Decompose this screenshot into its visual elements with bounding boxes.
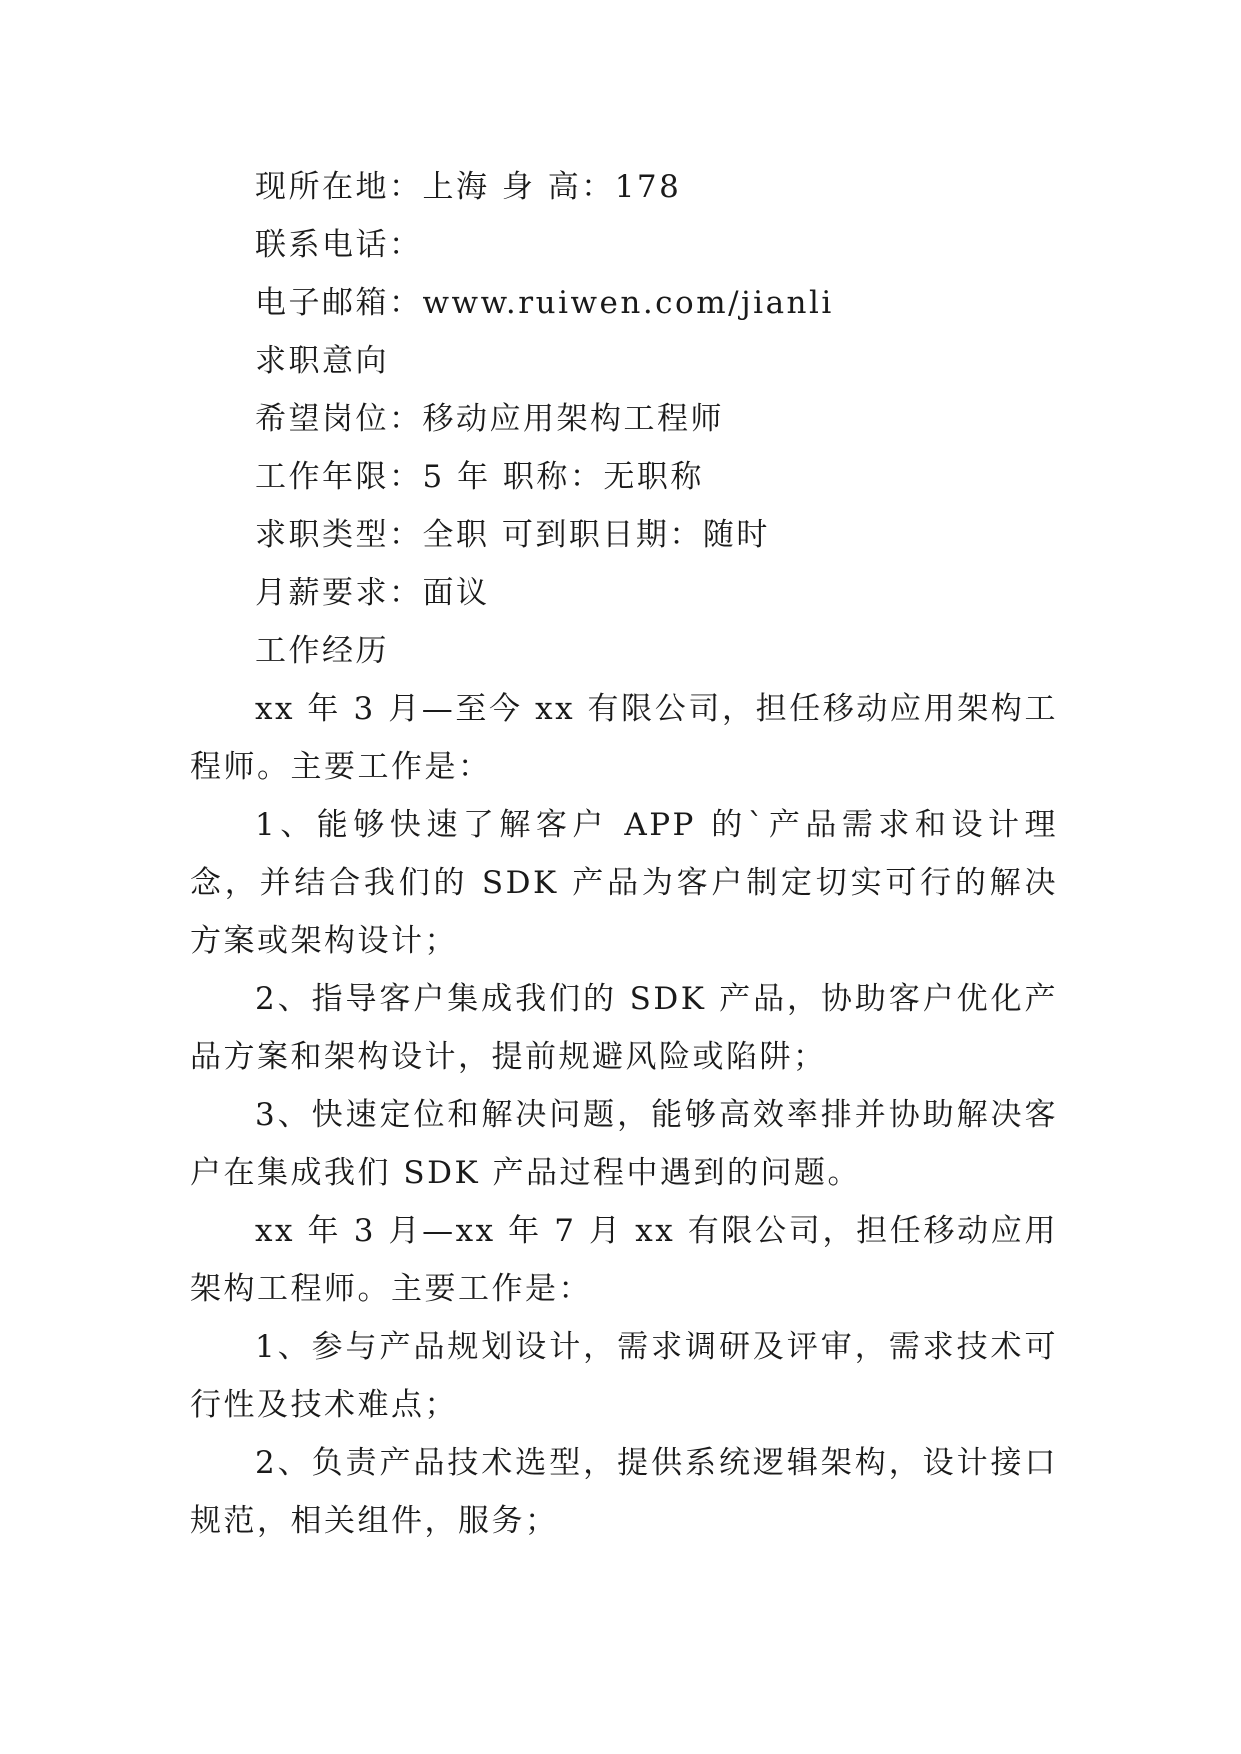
job1-intro: xx 年 3 月—至今 xx 有限公司，担任移动应用架构工程师。主要工作是：	[190, 691, 1058, 785]
years-title-line: 工作年限：5 年 职称：无职称	[255, 459, 704, 495]
resume-content	[190, 158, 1058, 1550]
salary-line: 月薪要求：面议	[255, 575, 490, 611]
email-line: 电子邮箱：www.ruiwen.com/jianli	[255, 285, 834, 321]
job2-intro: xx 年 3 月—xx 年 7 月 xx 有限公司，担任移动应用架构工程师。主要工作是：	[190, 1213, 1058, 1307]
experience-heading: 工作经历	[255, 633, 389, 669]
job1-duty-1: 1、能够快速了解客户 APP 的`产品需求和设计理念，并结合我们的 SDK 产品为客户制定切实可行的解决方案或架构设计；	[190, 807, 1058, 959]
job2-duty-2: 2、负责产品技术选型，提供系统逻辑架构，设计接口规范，相关组件，服务；	[190, 1445, 1058, 1539]
phone-line: 联系电话：	[255, 227, 423, 263]
type-date-line: 求职类型：全职 可到职日期：随时	[255, 517, 770, 553]
job1-duty-2: 2、指导客户集成我们的 SDK 产品，协助客户优化产品方案和架构设计，提前规避风险或陷阱；	[190, 981, 1058, 1075]
intent-heading: 求职意向	[255, 343, 389, 379]
position-line: 希望岗位：移动应用架构工程师	[255, 401, 724, 437]
job2-duty-1: 1、参与产品规划设计，需求调研及评审，需求技术可行性及技术难点；	[190, 1329, 1058, 1423]
job1-duty-3: 3、快速定位和解决问题，能够高效率排并协助解决客户在集成我们 SDK 产品过程中遇到的问题。	[190, 1097, 1058, 1191]
location-height-line: 现所在地：上海 身 高：178	[255, 169, 682, 205]
